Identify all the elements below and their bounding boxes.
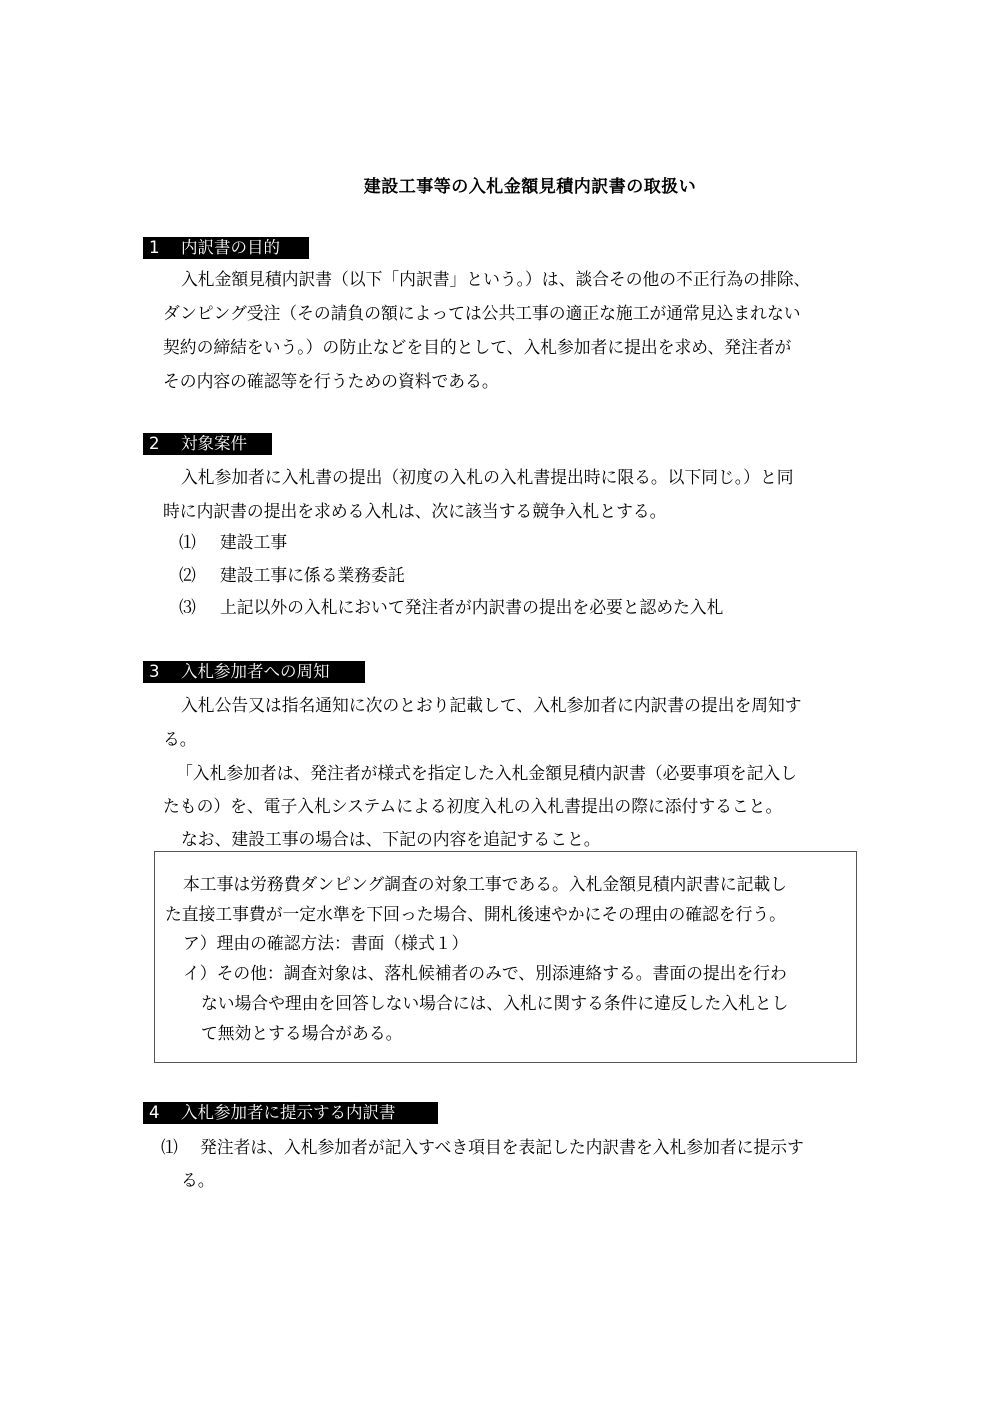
box-text-line: 本工事は労務費ダンピング調査の対象工事である。入札金額見積内訳書に記載し xyxy=(183,874,787,894)
box-text-line: イ）その他：調査対象は、落札候補者のみで、別添連絡する。書面の提出を行わ xyxy=(183,963,787,983)
paragraph-line: 「入札参加者は、発注者が様式を指定した入札金額見積内訳書（必要事項を記入し xyxy=(176,763,797,783)
item-text: 建設工事に係る業務委託 xyxy=(220,565,405,585)
list-item xyxy=(161,1131,804,1163)
section-1-heading xyxy=(143,237,309,259)
paragraph-line: 入札参加者に入札書の提出（初度の入札の入札書提出時に限る。以下同じ。）と同 xyxy=(181,467,794,487)
item-mark: ⑴ xyxy=(179,532,196,552)
item-mark: ⑵ xyxy=(179,565,196,585)
paragraph-line: ダンピング受注（その請負の額によっては公共工事の適正な施工が通常見込まれない xyxy=(163,303,801,323)
section-number: 1 xyxy=(149,238,160,257)
item-mark: ⑴ xyxy=(161,1137,178,1157)
section-title: 入札参加者への周知 xyxy=(181,662,330,681)
paragraph-line: る。 xyxy=(163,729,197,749)
paragraph-line: たもの）を、電子入札システムによる初度入札の入札書提出の際に添付すること。 xyxy=(163,796,783,816)
item-mark: ⑶ xyxy=(179,597,196,617)
paragraph-line: 入札公告又は指名通知に次のとおり記載して、入札参加者に内訳書の提出を周知す xyxy=(181,695,802,715)
paragraph-line: 時に内訳書の提出を求める入札は、次に該当する競争入札とする。 xyxy=(163,501,667,521)
section-3-heading xyxy=(143,661,365,683)
section-number: 4 xyxy=(149,1103,160,1122)
section-title: 内訳書の目的 xyxy=(181,238,280,257)
list-item xyxy=(179,559,405,591)
item-continuation: る。 xyxy=(181,1170,215,1190)
section-2-heading xyxy=(143,433,272,455)
paragraph-line: 契約の締結をいう。）の防止などを目的として、入札参加者に提出を求め、発注者が xyxy=(163,337,792,357)
section-number: 2 xyxy=(149,434,160,453)
box-text-line: た直接工事費が一定水準を下回った場合、開札後速やかにその理由の確認を行う。 xyxy=(165,904,786,924)
list-item xyxy=(179,526,287,558)
paragraph-line: 入札金額見積内訳書（以下「内訳書」という。）は、談合その他の不正行為の排除、 xyxy=(181,269,811,289)
paragraph-line: なお、建設工事の場合は、下記の内容を追記すること。 xyxy=(181,829,601,849)
item-text: 発注者は、入札参加者が記入すべき項目を表記した内訳書を入札参加者に提示す xyxy=(200,1137,804,1157)
paragraph-line: その内容の確認等を行うための資料である。 xyxy=(163,371,499,391)
box-text-line: ア）理由の確認方法：書面（様式１） xyxy=(183,933,469,953)
document-title: 建設工事等の入札金額見積内訳書の取扱い xyxy=(363,177,697,197)
section-4-heading xyxy=(143,1102,438,1124)
item-text: 上記以外の入札において発注者が内訳書の提出を必要と認めた入札 xyxy=(220,597,724,617)
box-text-line: て無効とする場合がある。 xyxy=(201,1023,403,1043)
item-text: 建設工事 xyxy=(220,532,288,552)
box-text-line: ない場合や理由を回答しない場合には、入札に関する条件に違反した入札とし xyxy=(201,993,789,1013)
section-number: 3 xyxy=(149,662,160,681)
list-item xyxy=(179,591,723,623)
section-title: 対象案件 xyxy=(181,434,247,453)
section-title: 入札参加者に提示する内訳書 xyxy=(181,1103,396,1122)
